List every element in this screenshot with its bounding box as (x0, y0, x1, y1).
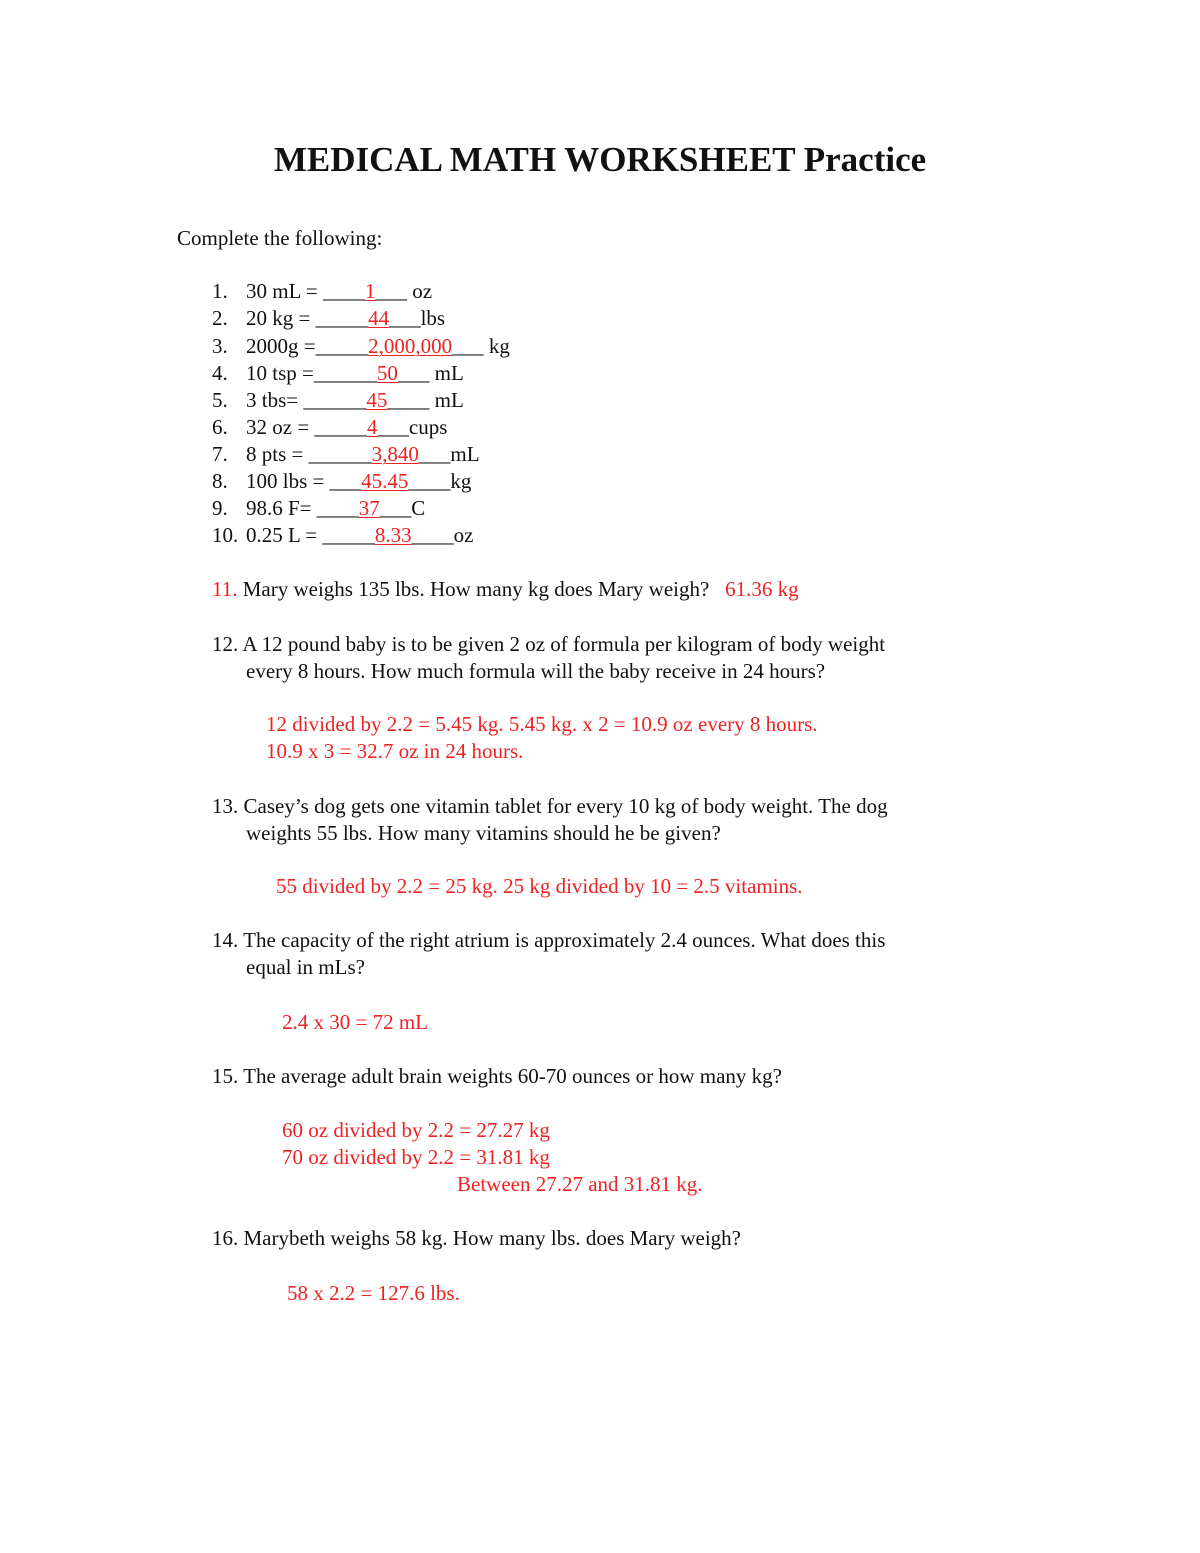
item-prefix: 0.25 L = _____ (246, 523, 375, 547)
item-suffix: ___lbs (389, 306, 446, 330)
item-suffix: ____ mL (387, 388, 464, 412)
problem-question: Mary weighs 135 lbs. How many kg does Mary weigh? (242, 577, 710, 601)
item-answer: 4 (366, 415, 378, 439)
problem-question-line: every 8 hours. How much formula will the baby receive in 24 hours? (246, 659, 826, 683)
item-prefix: 98.6 F= ____ (246, 496, 359, 520)
problem-11 (212, 576, 799, 603)
problem-answer-line: 58 x 2.2 = 127.6 lbs. (287, 1281, 460, 1305)
item-number: 5. (212, 388, 228, 412)
problem-question-line (212, 631, 885, 658)
problem-answer-line: 10.9 x 3 = 32.7 oz in 24 hours. (266, 739, 524, 763)
conversion-item (212, 495, 425, 522)
problem-answer-line: 70 oz divided by 2.2 = 31.81 kg (282, 1145, 550, 1169)
problem-question-line: weights 55 lbs. How many vitamins should he be given? (246, 821, 721, 845)
item-prefix: 100 lbs = ___ (246, 469, 362, 493)
item-prefix: 20 kg = _____ (246, 306, 369, 330)
item-answer: 3,840 (371, 442, 419, 466)
item-number: 2. (212, 306, 228, 330)
problem-answer: 61.36 kg (725, 577, 799, 601)
problem-question-line: equal in mLs? (246, 955, 365, 979)
item-number: 10. (212, 523, 239, 547)
problem-number: 14. (212, 928, 239, 952)
item-suffix: ____kg (408, 469, 472, 493)
conversion-item (212, 414, 447, 441)
conversion-item (212, 441, 480, 468)
conversion-item (212, 278, 432, 305)
problem-number: 15. (212, 1064, 239, 1088)
problem-number: 11. (212, 577, 238, 601)
item-suffix: ___ mL (397, 361, 464, 385)
conversion-item (212, 305, 445, 332)
problem-question-line (212, 793, 888, 820)
item-suffix: ___C (379, 496, 426, 520)
problem-answer-line: 60 oz divided by 2.2 = 27.27 kg (282, 1118, 550, 1142)
item-answer: 45 (366, 388, 388, 412)
conversion-item (212, 360, 464, 387)
conversion-item (212, 522, 473, 549)
instructions: Complete the following: (177, 226, 383, 250)
problem-question-line (212, 927, 885, 954)
item-suffix: ____oz (411, 523, 474, 547)
item-prefix: 30 mL = ____ (246, 279, 365, 303)
problem-answer-line: 55 divided by 2.2 = 25 kg. 25 kg divided by 10 = 2.5 vitamins. (276, 874, 803, 898)
conversion-item (212, 333, 510, 360)
problem-question-line (212, 1225, 741, 1252)
question-text: Marybeth weighs 58 kg. How many lbs. does Mary weigh? (243, 1226, 741, 1250)
problem-number: 13. (212, 794, 239, 818)
item-answer: 1 (364, 279, 376, 303)
problem-number: 16. (212, 1226, 239, 1250)
item-suffix: ___cups (377, 415, 448, 439)
item-number: 6. (212, 415, 228, 439)
problem-answer-line: 12 divided by 2.2 = 5.45 kg. 5.45 kg. x 2 = 10.9 oz every 8 hours. (266, 712, 818, 736)
item-answer: 37 (358, 496, 380, 520)
item-prefix: 32 oz = _____ (246, 415, 367, 439)
worksheet-title: MEDICAL MATH WORKSHEET Practice (273, 140, 927, 179)
item-suffix: ___ oz (375, 279, 433, 303)
question-text: A 12 pound baby is to be given 2 oz of formula per kilogram of body weight (242, 632, 886, 656)
item-prefix: 10 tsp =______ (246, 361, 377, 385)
problem-number: 12. (212, 632, 239, 656)
question-text: Casey’s dog gets one vitamin tablet for every 10 kg of body weight. The dog (243, 794, 888, 818)
item-answer: 50 (376, 361, 398, 385)
item-number: 4. (212, 361, 228, 385)
item-answer: 44 (368, 306, 390, 330)
problem-answer-line: 2.4 x 30 = 72 mL (282, 1010, 429, 1034)
question-text: The average adult brain weights 60-70 ounces or how many kg? (243, 1064, 782, 1088)
item-suffix: ___ kg (452, 334, 510, 358)
item-number: 3. (212, 334, 228, 358)
item-number: 9. (212, 496, 228, 520)
problem-question-line (212, 1063, 782, 1090)
item-answer: 45.45 (361, 469, 409, 493)
item-answer: 2,000,000 (368, 334, 453, 358)
item-number: 1. (212, 279, 228, 303)
problem-answer-line: Between 27.27 and 31.81 kg. (457, 1172, 703, 1196)
item-suffix: ___mL (418, 442, 480, 466)
item-prefix: 3 tbs= ______ (246, 388, 367, 412)
item-answer: 8.33 (374, 523, 412, 547)
conversion-item (212, 468, 471, 495)
question-text: The capacity of the right atrium is approximately 2.4 ounces. What does this (243, 928, 886, 952)
item-number: 8. (212, 469, 228, 493)
item-number: 7. (212, 442, 228, 466)
conversion-item (212, 387, 464, 414)
item-prefix: 8 pts = ______ (246, 442, 372, 466)
item-prefix: 2000g =_____ (246, 334, 369, 358)
